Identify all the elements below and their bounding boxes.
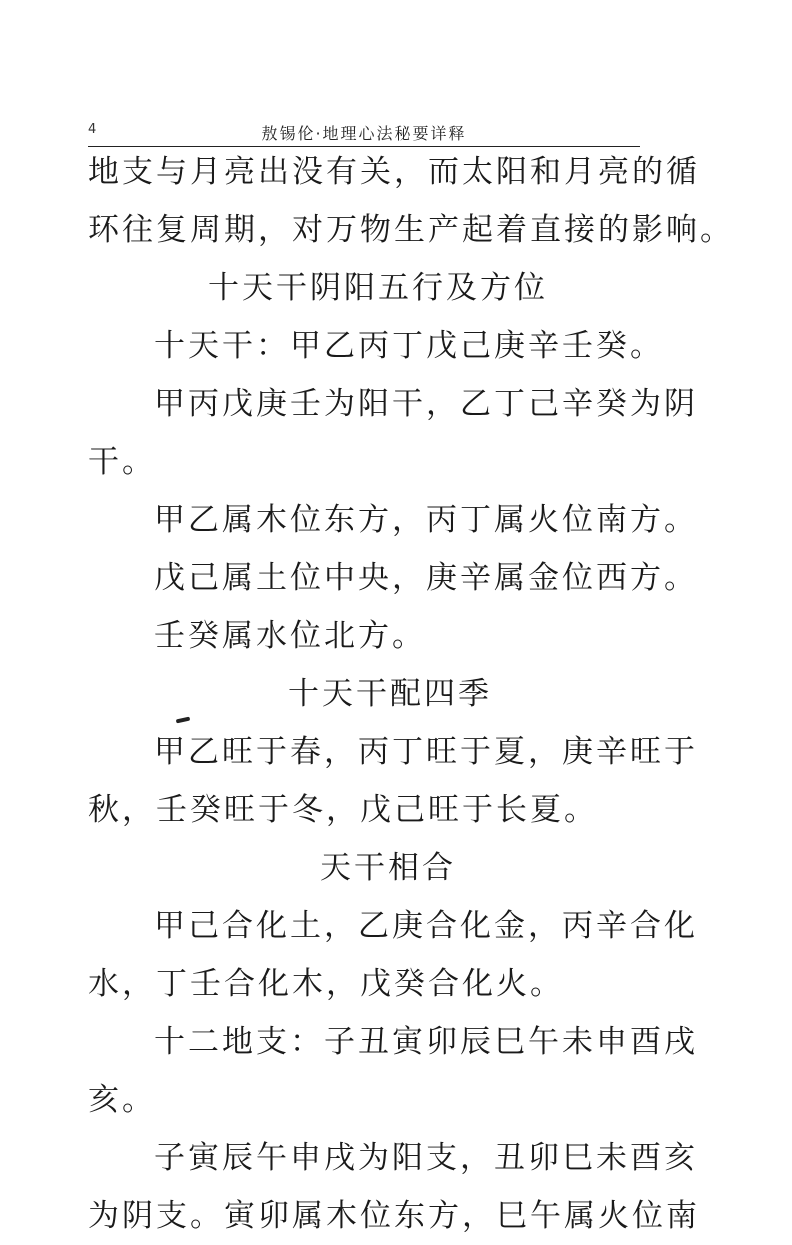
text-line: 戊己属土位中央，庚辛属金位西方。 xyxy=(154,560,698,596)
text-line: 地支与月亮出没有关，而太阳和月亮的循 xyxy=(88,154,700,190)
text-line: 秋，壬癸旺于冬，戊己旺于长夏。 xyxy=(88,792,598,828)
page-number: 4 xyxy=(88,122,97,137)
section-heading-four-seasons: 十天干配四季 xyxy=(288,676,492,712)
text-line: 甲丙戊庚壬为阳干，乙丁己辛癸为阴 xyxy=(154,386,698,422)
text-line: 亥。 xyxy=(88,1082,156,1118)
text-line: 甲己合化土，乙庚合化金，丙辛合化 xyxy=(154,908,698,944)
text-line: 水，丁壬合化木，戊癸合化火。 xyxy=(88,966,564,1002)
text-line: 子寅辰午申戌为阳支，丑卯巳未酉亥 xyxy=(154,1140,698,1176)
section-heading-stem-combinations: 天干相合 xyxy=(320,850,456,886)
text-line: 壬癸属水位北方。 xyxy=(154,618,426,654)
text-line: 十二地支：子丑寅卯辰巳午未申酉戌 xyxy=(154,1024,698,1060)
text-line: 环往复周期，对万物生产起着直接的影响。 xyxy=(88,212,734,248)
text-line: 十天干：甲乙丙丁戊己庚辛壬癸。 xyxy=(154,328,664,364)
text-line: 甲乙旺于春，丙丁旺于夏，庚辛旺于 xyxy=(154,734,698,770)
text-line: 甲乙属木位东方，丙丁属火位南方。 xyxy=(154,502,698,538)
running-title: 敖锡伦·地理心法秘要详释 xyxy=(261,124,467,143)
text-line: 干。 xyxy=(88,444,156,480)
body-text xyxy=(88,143,734,1245)
text-line: 为阴支。寅卯属木位东方，巳午属火位南 xyxy=(88,1198,700,1234)
section-heading-ten-stems: 十天干阴阳五行及方位 xyxy=(208,270,548,306)
